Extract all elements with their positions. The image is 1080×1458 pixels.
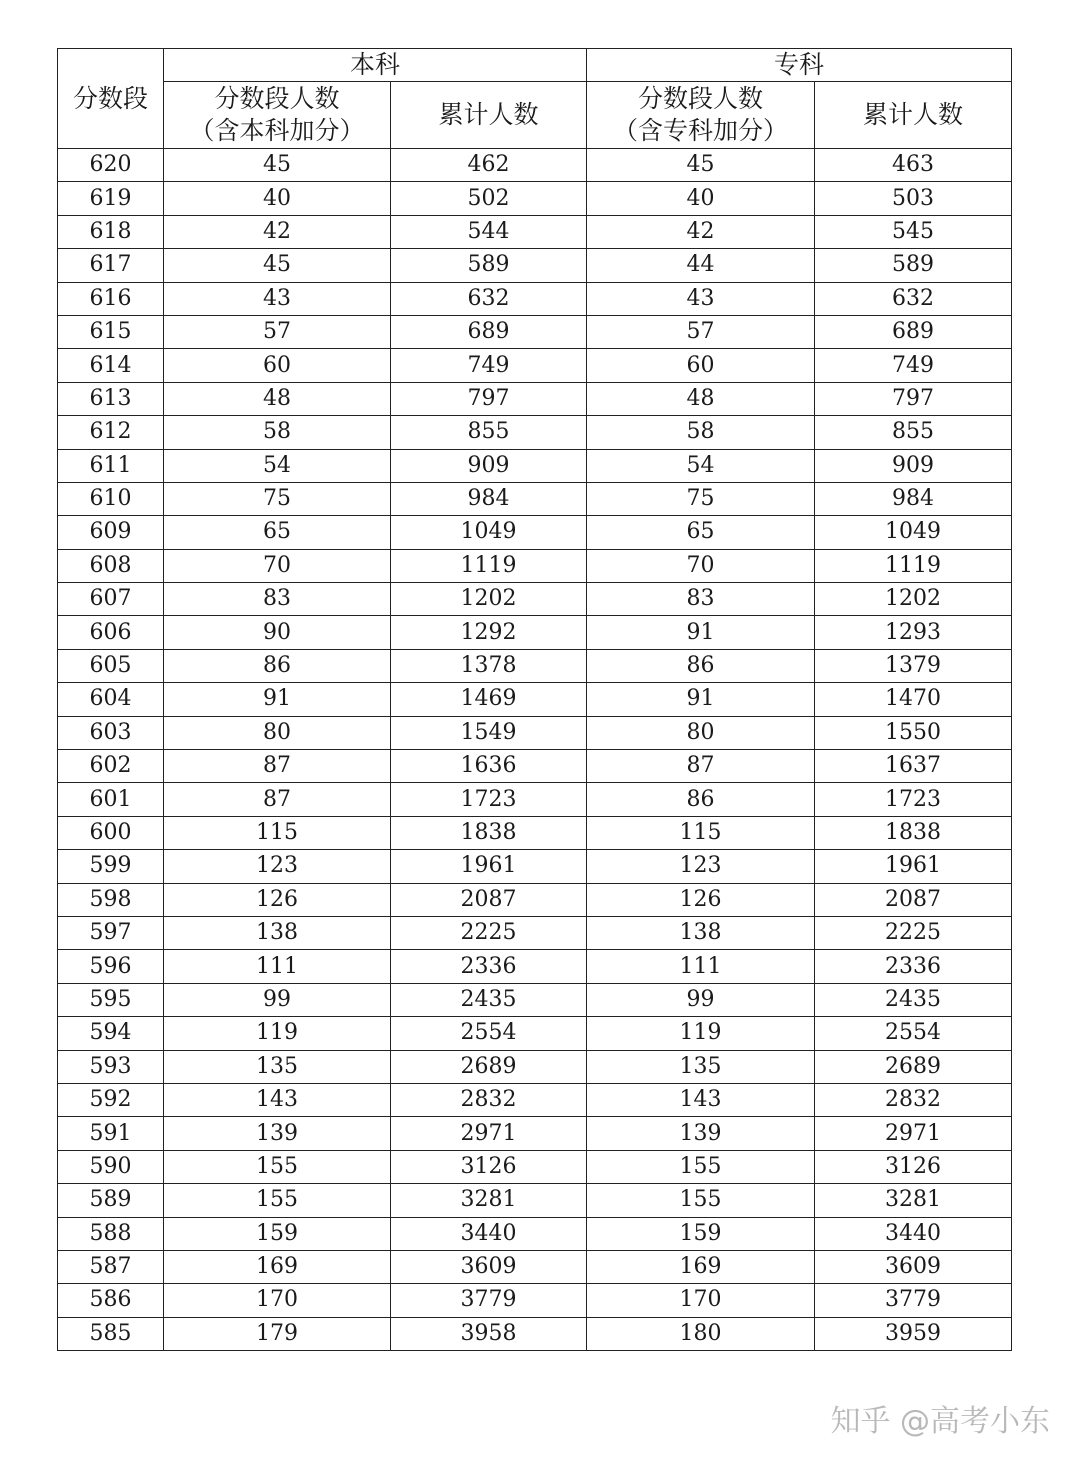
table-row: [58, 850, 1012, 883]
table-row: [58, 649, 1012, 682]
cell-score: 600: [58, 816, 164, 849]
cell-score: 597: [58, 916, 164, 949]
cell-undergrad-cumulative: 2336: [391, 950, 587, 983]
table-row: [58, 182, 1012, 215]
cell-undergrad-count: 57: [164, 315, 391, 348]
table-row: [58, 282, 1012, 315]
cell-score: 609: [58, 516, 164, 549]
cell-score: 590: [58, 1150, 164, 1183]
cell-college-cumulative: 749: [815, 349, 1012, 382]
cell-college-cumulative: 689: [815, 315, 1012, 348]
cell-college-count: 48: [587, 382, 815, 415]
header-undergrad-count-line1: 分数段人数: [214, 84, 340, 113]
cell-college-count: 139: [587, 1117, 815, 1150]
cell-college-cumulative: 797: [815, 382, 1012, 415]
table-row: [58, 482, 1012, 515]
cell-college-cumulative: 3959: [815, 1317, 1012, 1350]
cell-college-count: 75: [587, 482, 815, 515]
cell-undergrad-count: 54: [164, 449, 391, 482]
cell-college-count: 115: [587, 816, 815, 849]
cell-undergrad-cumulative: 2689: [391, 1050, 587, 1083]
cell-undergrad-cumulative: 544: [391, 215, 587, 248]
cell-undergrad-count: 111: [164, 950, 391, 983]
cell-college-count: 44: [587, 249, 815, 282]
table-row: [58, 249, 1012, 282]
cell-college-cumulative: 1379: [815, 649, 1012, 682]
cell-score: 593: [58, 1050, 164, 1083]
cell-college-cumulative: 1550: [815, 716, 1012, 749]
cell-undergrad-cumulative: 3779: [391, 1284, 587, 1317]
table-row: [58, 349, 1012, 382]
cell-undergrad-count: 90: [164, 616, 391, 649]
header-row-subcolumns: [58, 82, 1012, 149]
cell-score: 612: [58, 416, 164, 449]
table-row: [58, 449, 1012, 482]
cell-college-count: 80: [587, 716, 815, 749]
cell-undergrad-cumulative: 462: [391, 149, 587, 182]
cell-college-count: 138: [587, 916, 815, 949]
cell-undergrad-count: 58: [164, 416, 391, 449]
cell-undergrad-count: 45: [164, 249, 391, 282]
cell-undergrad-cumulative: 1378: [391, 649, 587, 682]
cell-undergrad-count: 80: [164, 716, 391, 749]
cell-undergrad-count: 126: [164, 883, 391, 916]
cell-college-cumulative: 2971: [815, 1117, 1012, 1150]
cell-undergrad-cumulative: 909: [391, 449, 587, 482]
cell-undergrad-cumulative: 2435: [391, 983, 587, 1016]
table-row: [58, 816, 1012, 849]
cell-college-count: 123: [587, 850, 815, 883]
cell-undergrad-count: 139: [164, 1117, 391, 1150]
cell-college-cumulative: 2087: [815, 883, 1012, 916]
cell-undergrad-cumulative: 2832: [391, 1083, 587, 1116]
cell-college-cumulative: 2225: [815, 916, 1012, 949]
cell-score: 613: [58, 382, 164, 415]
cell-undergrad-cumulative: 1119: [391, 549, 587, 582]
table-row: [58, 1217, 1012, 1250]
cell-score: 607: [58, 583, 164, 616]
cell-college-count: 126: [587, 883, 815, 916]
cell-undergrad-count: 155: [164, 1184, 391, 1217]
cell-college-cumulative: 1723: [815, 783, 1012, 816]
cell-undergrad-count: 99: [164, 983, 391, 1016]
table-row: [58, 583, 1012, 616]
table-row: [58, 783, 1012, 816]
table-row: [58, 916, 1012, 949]
cell-score: 601: [58, 783, 164, 816]
table-row: [58, 750, 1012, 783]
cell-undergrad-count: 170: [164, 1284, 391, 1317]
cell-undergrad-cumulative: 589: [391, 249, 587, 282]
cell-college-cumulative: 3779: [815, 1284, 1012, 1317]
cell-score: 586: [58, 1284, 164, 1317]
header-college-count: [587, 82, 815, 149]
table-row: [58, 950, 1012, 983]
cell-college-count: 86: [587, 783, 815, 816]
cell-undergrad-cumulative: 749: [391, 349, 587, 382]
cell-college-cumulative: 1293: [815, 616, 1012, 649]
cell-undergrad-count: 87: [164, 750, 391, 783]
cell-college-cumulative: 632: [815, 282, 1012, 315]
table-row: [58, 416, 1012, 449]
cell-college-count: 43: [587, 282, 815, 315]
cell-college-cumulative: 1202: [815, 583, 1012, 616]
cell-score: 596: [58, 950, 164, 983]
cell-college-count: 70: [587, 549, 815, 582]
table-row: [58, 516, 1012, 549]
cell-score: 592: [58, 1083, 164, 1116]
cell-undergrad-count: 123: [164, 850, 391, 883]
cell-score: 595: [58, 983, 164, 1016]
cell-undergrad-count: 159: [164, 1217, 391, 1250]
cell-college-cumulative: 1470: [815, 683, 1012, 716]
cell-college-count: 119: [587, 1017, 815, 1050]
header-undergrad-cumulative: 累计人数: [391, 82, 587, 149]
cell-undergrad-count: 60: [164, 349, 391, 382]
header-group-undergraduate: 本科: [164, 49, 587, 82]
cell-score: 614: [58, 349, 164, 382]
cell-undergrad-cumulative: 1838: [391, 816, 587, 849]
score-table: [57, 48, 1012, 1351]
cell-score: 610: [58, 482, 164, 515]
cell-score: 605: [58, 649, 164, 682]
cell-college-count: 143: [587, 1083, 815, 1116]
table-row: [58, 616, 1012, 649]
cell-undergrad-cumulative: 2225: [391, 916, 587, 949]
cell-college-cumulative: 855: [815, 416, 1012, 449]
cell-undergrad-cumulative: 2554: [391, 1017, 587, 1050]
cell-undergrad-count: 70: [164, 549, 391, 582]
cell-college-count: 83: [587, 583, 815, 616]
header-college-cumulative: 累计人数: [815, 82, 1012, 149]
cell-score: 618: [58, 215, 164, 248]
cell-college-cumulative: 984: [815, 482, 1012, 515]
header-college-count-line1: 分数段人数: [638, 84, 764, 113]
table-row: [58, 315, 1012, 348]
cell-college-cumulative: 3126: [815, 1150, 1012, 1183]
cell-college-count: 155: [587, 1150, 815, 1183]
cell-score: 604: [58, 683, 164, 716]
cell-college-count: 54: [587, 449, 815, 482]
cell-undergrad-count: 42: [164, 215, 391, 248]
cell-score: 599: [58, 850, 164, 883]
cell-college-cumulative: 545: [815, 215, 1012, 248]
table-row: [58, 1250, 1012, 1283]
cell-college-count: 170: [587, 1284, 815, 1317]
cell-undergrad-cumulative: 855: [391, 416, 587, 449]
cell-undergrad-cumulative: 3609: [391, 1250, 587, 1283]
cell-undergrad-cumulative: 502: [391, 182, 587, 215]
header-college-count-line2: （含专科加分）: [613, 116, 789, 145]
cell-undergrad-count: 115: [164, 816, 391, 849]
table-row: [58, 1317, 1012, 1350]
table-row: [58, 1150, 1012, 1183]
cell-college-count: 91: [587, 683, 815, 716]
cell-undergrad-cumulative: 632: [391, 282, 587, 315]
cell-college-count: 111: [587, 950, 815, 983]
cell-college-cumulative: 503: [815, 182, 1012, 215]
cell-undergrad-count: 87: [164, 783, 391, 816]
cell-college-cumulative: 1049: [815, 516, 1012, 549]
cell-college-count: 40: [587, 182, 815, 215]
cell-undergrad-cumulative: 689: [391, 315, 587, 348]
cell-undergrad-cumulative: 3440: [391, 1217, 587, 1250]
cell-college-count: 58: [587, 416, 815, 449]
cell-score: 588: [58, 1217, 164, 1250]
cell-college-count: 42: [587, 215, 815, 248]
header-row-groups: [58, 49, 1012, 82]
cell-undergrad-cumulative: 2087: [391, 883, 587, 916]
cell-undergrad-count: 48: [164, 382, 391, 415]
cell-undergrad-cumulative: 1049: [391, 516, 587, 549]
cell-college-cumulative: 3281: [815, 1184, 1012, 1217]
cell-undergrad-count: 135: [164, 1050, 391, 1083]
cell-undergrad-cumulative: 3126: [391, 1150, 587, 1183]
table-header: [58, 49, 1012, 149]
cell-undergrad-cumulative: 797: [391, 382, 587, 415]
score-distribution-sheet: [57, 48, 1011, 1351]
cell-college-cumulative: 1838: [815, 816, 1012, 849]
cell-score: 591: [58, 1117, 164, 1150]
cell-undergrad-count: 138: [164, 916, 391, 949]
table-row: [58, 549, 1012, 582]
cell-undergrad-cumulative: 3958: [391, 1317, 587, 1350]
cell-undergrad-count: 86: [164, 649, 391, 682]
cell-college-cumulative: 1961: [815, 850, 1012, 883]
cell-score: 598: [58, 883, 164, 916]
cell-undergrad-count: 43: [164, 282, 391, 315]
cell-score: 603: [58, 716, 164, 749]
cell-college-count: 155: [587, 1184, 815, 1217]
cell-undergrad-cumulative: 1723: [391, 783, 587, 816]
header-score-segment: 分数段: [58, 49, 164, 149]
cell-college-cumulative: 1119: [815, 549, 1012, 582]
table-row: [58, 983, 1012, 1016]
cell-college-count: 135: [587, 1050, 815, 1083]
watermark-text: 知乎 @高考小东: [830, 1404, 1050, 1439]
cell-undergrad-cumulative: 1636: [391, 750, 587, 783]
cell-score: 608: [58, 549, 164, 582]
cell-college-cumulative: 2689: [815, 1050, 1012, 1083]
cell-college-count: 60: [587, 349, 815, 382]
table-row: [58, 1050, 1012, 1083]
cell-score: 616: [58, 282, 164, 315]
cell-score: 589: [58, 1184, 164, 1217]
cell-college-count: 65: [587, 516, 815, 549]
cell-college-cumulative: 3609: [815, 1250, 1012, 1283]
cell-college-cumulative: 2832: [815, 1083, 1012, 1116]
cell-undergrad-count: 40: [164, 182, 391, 215]
cell-undergrad-count: 155: [164, 1150, 391, 1183]
cell-undergrad-count: 65: [164, 516, 391, 549]
cell-score: 587: [58, 1250, 164, 1283]
cell-score: 594: [58, 1017, 164, 1050]
header-group-junior-college: 专科: [587, 49, 1012, 82]
cell-undergrad-count: 91: [164, 683, 391, 716]
table-row: [58, 716, 1012, 749]
cell-college-cumulative: 589: [815, 249, 1012, 282]
cell-college-cumulative: 2554: [815, 1017, 1012, 1050]
cell-college-count: 169: [587, 1250, 815, 1283]
cell-college-count: 45: [587, 149, 815, 182]
cell-score: 611: [58, 449, 164, 482]
cell-college-cumulative: 1637: [815, 750, 1012, 783]
cell-undergrad-count: 83: [164, 583, 391, 616]
cell-undergrad-cumulative: 1549: [391, 716, 587, 749]
cell-score: 617: [58, 249, 164, 282]
cell-score: 602: [58, 750, 164, 783]
cell-score: 615: [58, 315, 164, 348]
table-row: [58, 1083, 1012, 1116]
table-row: [58, 883, 1012, 916]
cell-undergrad-cumulative: 984: [391, 482, 587, 515]
cell-undergrad-count: 179: [164, 1317, 391, 1350]
cell-undergrad-count: 143: [164, 1083, 391, 1116]
cell-college-count: 86: [587, 649, 815, 682]
cell-undergrad-count: 45: [164, 149, 391, 182]
table-row: [58, 683, 1012, 716]
cell-college-count: 159: [587, 1217, 815, 1250]
header-undergrad-count: [164, 82, 391, 149]
table-row: [58, 1117, 1012, 1150]
cell-undergrad-count: 119: [164, 1017, 391, 1050]
table-row: [58, 382, 1012, 415]
table-body: [58, 149, 1012, 1351]
table-row: [58, 1284, 1012, 1317]
table-row: [58, 1184, 1012, 1217]
cell-undergrad-cumulative: 3281: [391, 1184, 587, 1217]
header-undergrad-count-line2: （含本科加分）: [189, 116, 365, 145]
cell-undergrad-cumulative: 1469: [391, 683, 587, 716]
cell-score: 606: [58, 616, 164, 649]
table-row: [58, 149, 1012, 182]
cell-undergrad-cumulative: 1202: [391, 583, 587, 616]
cell-college-count: 57: [587, 315, 815, 348]
cell-undergrad-cumulative: 1292: [391, 616, 587, 649]
cell-score: 619: [58, 182, 164, 215]
cell-college-count: 180: [587, 1317, 815, 1350]
cell-undergrad-cumulative: 1961: [391, 850, 587, 883]
cell-college-cumulative: 2435: [815, 983, 1012, 1016]
cell-college-count: 99: [587, 983, 815, 1016]
cell-undergrad-cumulative: 2971: [391, 1117, 587, 1150]
cell-college-cumulative: 909: [815, 449, 1012, 482]
cell-college-count: 91: [587, 616, 815, 649]
cell-undergrad-count: 75: [164, 482, 391, 515]
cell-college-cumulative: 2336: [815, 950, 1012, 983]
cell-college-count: 87: [587, 750, 815, 783]
cell-score: 620: [58, 149, 164, 182]
cell-college-cumulative: 3440: [815, 1217, 1012, 1250]
cell-score: 585: [58, 1317, 164, 1350]
cell-college-cumulative: 463: [815, 149, 1012, 182]
table-row: [58, 1017, 1012, 1050]
table-row: [58, 215, 1012, 248]
cell-undergrad-count: 169: [164, 1250, 391, 1283]
